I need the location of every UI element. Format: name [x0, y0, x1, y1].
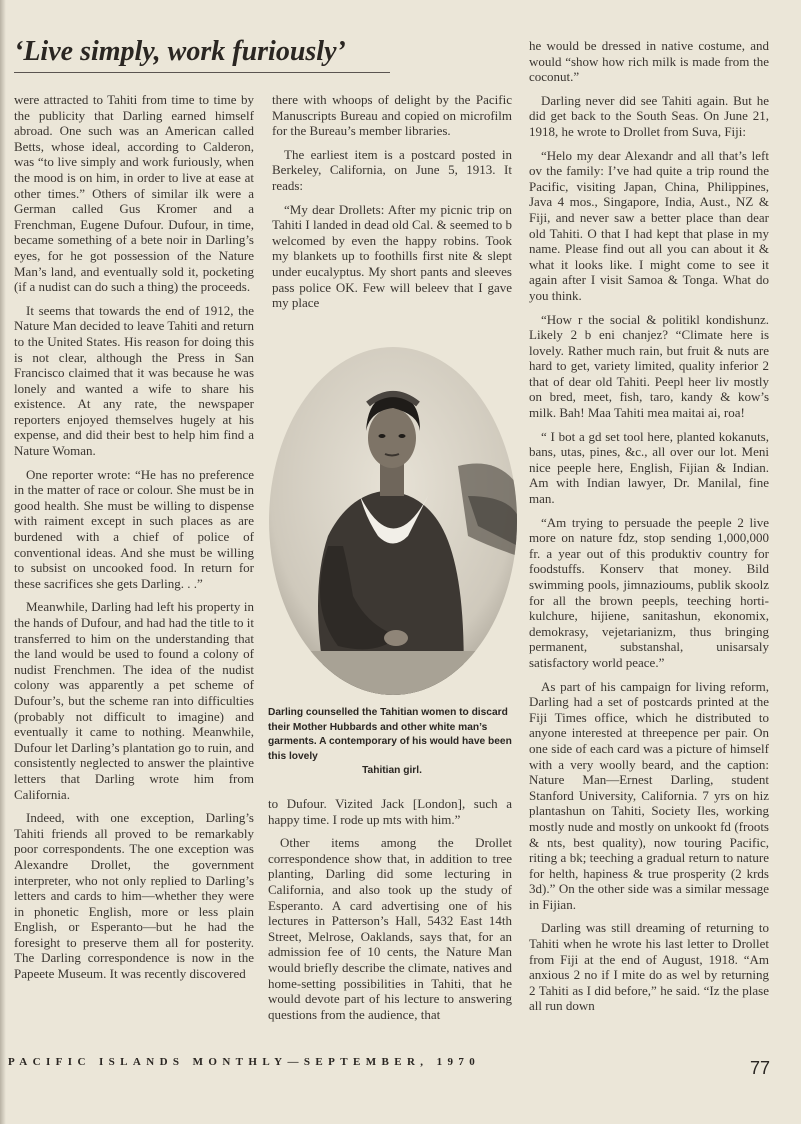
paragraph: Other items among the Drollet correspondence show that, in addition to tree planting, Darling did some lecturing in California, and also took up the study of Esperanto. A card advertising one of his lectures in Patterson’s Hall, 5432 East 14th Street, Melrose, Oaklands, says that, for an admission fee of 10 cents, the Nature Man would briefly describe the climate, natives and home-setting possibilities in Tahiti, that he would devote part of his lecture to answering questions from the audience, that: [268, 835, 512, 1022]
paragraph: Indeed, with one exception, Darling’s Tahiti friends all proved to be remarkably poor correspondents. The one exception was Alexandre Drollet, the government interpreter, who not only replied to Darling’s letters and cards to him—whether they were in phonetic English, more or less plain English, or Esperanto—but he had the foresight to preserve them all for posterity. The Darling correspondence is now in the Papeete Museum. It was recently discovered: [14, 810, 254, 982]
photo-caption: [268, 706, 516, 779]
paragraph: “ I bot a gd set tool here, planted kokanuts, bans, utas, pines, &c., all over our lot. Meni nice peeple here, English, Fijian & Indian. Am with Indian lawyer, Dr. Manilal, fine man.: [529, 428, 769, 507]
page-number: 77: [750, 1058, 771, 1078]
paragraph: to Dufour. Vizited Jack [London], such a happy time. I rode up mts with him.”: [268, 796, 512, 827]
column-2-bottom: [268, 796, 512, 1046]
column-2-top: [272, 92, 512, 311]
paragraph: he would be dressed in native costume, and would “show how rich milk is made from the coconut.”: [529, 38, 769, 85]
article-title: ‘Live simply, work furiously’: [14, 36, 346, 67]
paragraph: The earliest item is a postcard posted in Berkeley, California, on June 5, 1913. It reads:: [272, 146, 512, 193]
paragraph: “Helo my dear Alexandr and all that’s left ov the family: I’ve had quite a trip round the Pacific, visiting Japan, China, Philippines, Java 4 mos., Singapore, India, Aust., NZ & Fiji, and never saw a better place than dear old Tahiti. O that I had kept that plase in my name. Please find out all you can about it & what it looks like. I might come to see it again after I visit Samoa & Tonga. What do you think.: [529, 147, 769, 303]
caption-text: Darling counselled the Tahitian women to discard their Mother Hubbards and other white man’s garments. A contemporary of his would have been this lovely: [268, 707, 512, 762]
magazine-footer: PACIFIC ISLANDS MONTHLY—SEPTEMBER, 1970: [8, 1056, 481, 1068]
paragraph: Meanwhile, Darling had left his property in the hands of Dufour, and had had the title to it transferred to him on the understanding that the land would be used to found a colony of nudist Frenchmen. The idea of the nudist colony was apparently a pet scheme of Dufour’s, but the scheme ran into difficulties (probably not difficult to imagine) and eventually it came to nothing. Meanwhile, Dufour let Darling’s plantation go to ruin, and consistently neglected to answer the plaintive letters that Darling wrote him from California.: [14, 599, 254, 802]
column-1: [14, 92, 254, 1042]
caption-end: Tahitian girl.: [362, 765, 422, 777]
paragraph: “Am trying to persuade the peeple 2 live more on nature fdz, stop sending 1,000,000 fr. a year out of this produktiv country for foodstuffs. Konserv that money. Bild swimming pools, jimnazioums, publik skoolz for all the brown peepls, teeching horti-kulchure, hijiene, sanitashun, ekonomix, demokrasy, vejetarianizm, thus bringing permanent, substanshal, unisarsaly satisfactory world peace.”: [529, 514, 769, 670]
photo-illustration: [268, 346, 518, 696]
page-edge-shadow: [0, 0, 6, 1124]
title-underline: [14, 72, 390, 73]
paragraph: One reporter wrote: “He has no preference in the matter of race or colour. She must be in good health. She must be willing to dispense with raiment except in such places as are burdened with a chief of police of conventional ideas. And she must be willing to subsist on uncooked food. In return for these sacrifices she gets Darling. . .”: [14, 466, 254, 591]
paragraph: there with whoops of delight by the Pacific Manuscripts Bureau and copied on microfilm for the Bureau’s member libraries.: [272, 92, 512, 139]
tahitian-girl-photo: [268, 346, 518, 696]
paragraph: As part of his campaign for living reform, Darling had a set of postcards printed at the Fiji Times office, which he distributed to anyone interested at threepence per pair. On one side of each card was a picture of himself with a very woolly beard, and the caption: Nature Man—Ernest Darling, student Stanford University, California. 7 yrs on hiz plantashun on Tahiti, Society Iles, working mostly nude and mostly on unkookt fd (froots & nts, best quality), now touring Pacific, riting a bk; teeching a gradual return to nature for helth, hapiness & true prosperity (2 krds 3d).” On the other side was a similar message in Fijian.: [529, 678, 769, 912]
paragraph: “My dear Drollets: After my picnic trip on Tahiti I landed in dead old Cal. & seemed to b welcomed by even the happy robins. Took my blankets up to foothills first nite & slept under eucalyptus. My short pants and sleeves pass police OK. Few will beleev that I gave my place: [272, 201, 512, 311]
paragraph: “How r the social & politikl kondishunz. Likely 2 b eni chanjez? “Climate here is lovely. Rather much rain, but fruit & nuts are hard to get, variety limited, quality inferior 2 that of dear old Tahiti. Peepl heer liv mostly on bred, meet, fish, taro, kandy & kow’s milk. Bah! Maa Tahiti mea maitai ai, roa!: [529, 311, 769, 421]
paragraph: Darling was still dreaming of returning to Tahiti when he wrote his last letter to Drollet from Fiji at the end of August, 1918. “Am anxious 2 no if I mite do as wel by returning 2 Tahiti as I did before,” he said. “Iz the plase all run down: [529, 920, 769, 1014]
paragraph: It seems that towards the end of 1912, the Nature Man decided to leave Tahiti and return to the United States. His reason for doing this is not clear, although the Press in San Francisco claimed that it was because he was lonely and wanted a wife to share his existence. At any rate, the newspaper reporters enjoyed themselves hugely at his expense, and did their best to help him find a Nature Woman.: [14, 302, 254, 459]
paragraph: were attracted to Tahiti from time to time by the publicity that Darling earned himself abroad. One such was an American called Betts, whose ideal, according to Calderon, was “to live simply and work furiously, when the mood is on him, in order to live at ease at other times.” Others of similar ilk were a German called Gus Kromer and a Frenchman, Eugene Dufour. Dufour, in time, became something of a bete noir in Darling’s eyes, for he got possession of the Nature Man’s land, and eventually sold it, pocketing (if a nudist can do such a thing) the proceeds.: [14, 92, 254, 295]
column-3: [529, 38, 769, 1042]
paragraph: Darling never did see Tahiti again. But he did get back to the South Seas. On June 21, 1918, he wrote to Drollet from Suva, Fiji:: [529, 92, 769, 139]
